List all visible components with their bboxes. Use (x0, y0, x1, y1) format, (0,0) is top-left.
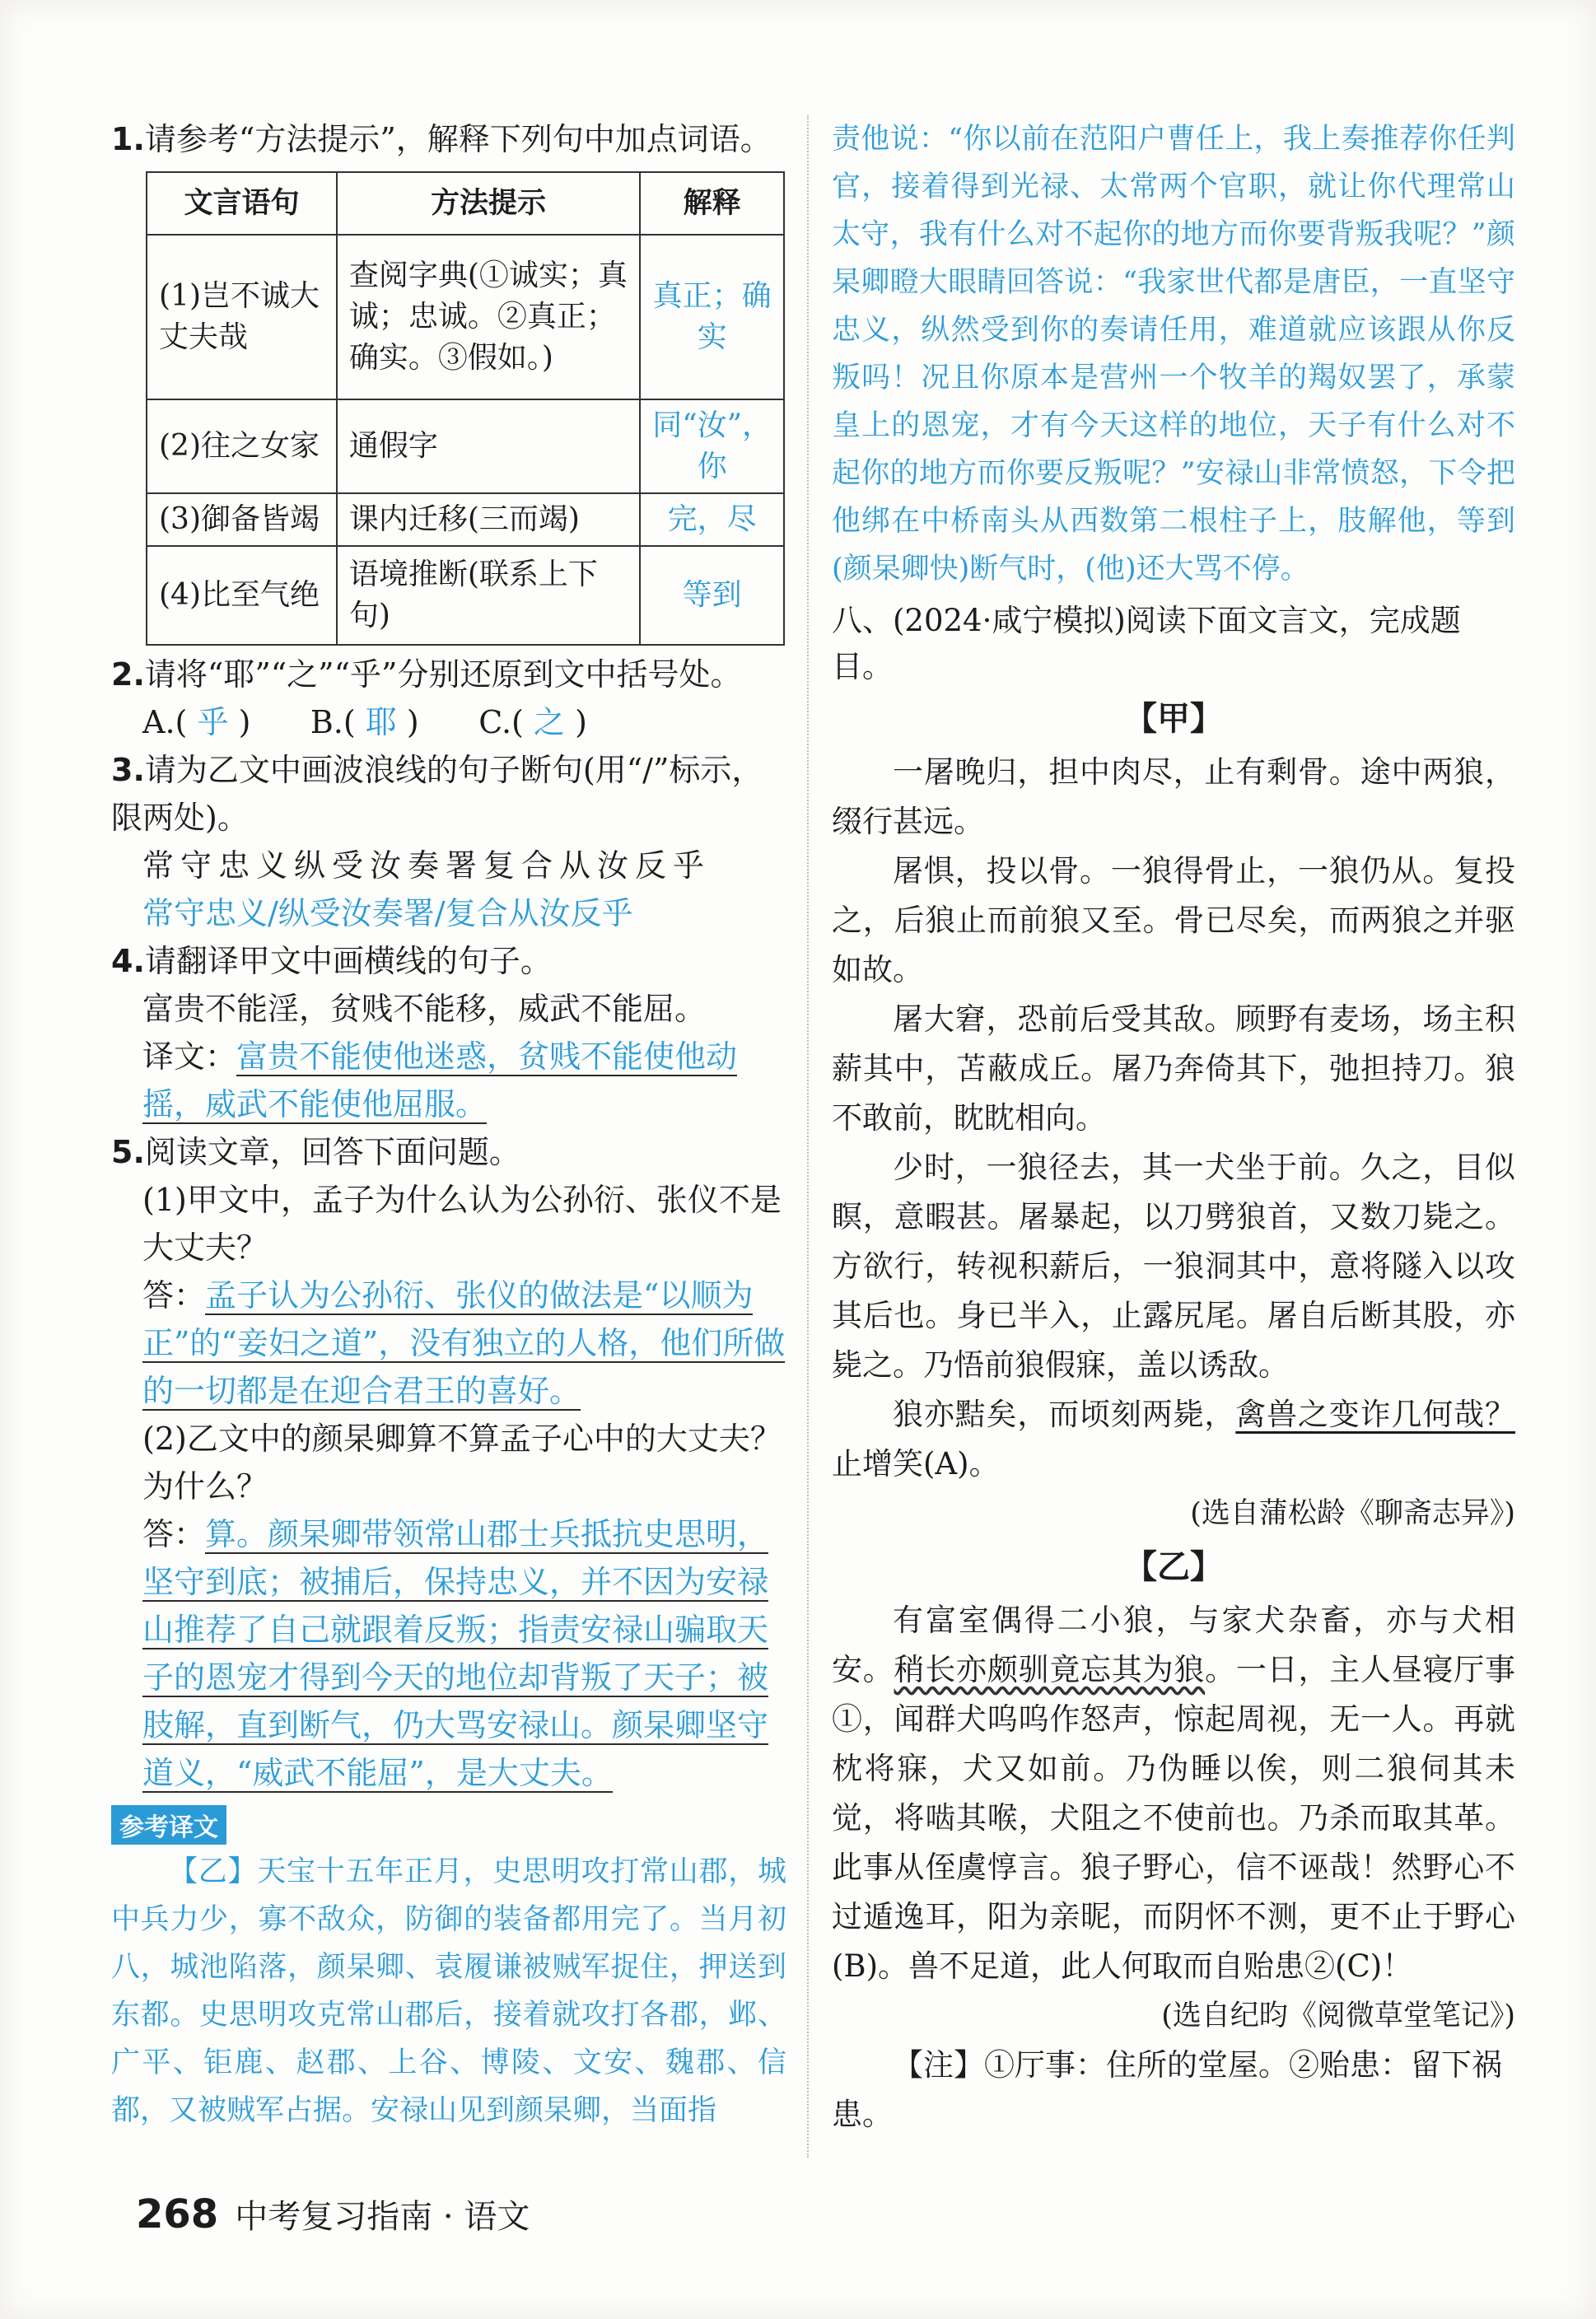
reference-translation-tag: 参考译文 (111, 1805, 226, 1845)
passage-a-paragraph: 一屠晚归，担中肉尽，止有剩骨。途中两狼，缀行甚远。 (832, 754, 1515, 839)
table-row: (1)岂不诚大丈夫哉 查阅字典(①诚实；真诚；忠诚。②真正；确实。③假如。) 真正；确实 (147, 235, 784, 399)
table-row: (3)御备皆竭 课内迁移(三而竭) 完，尽 (147, 493, 784, 546)
question-1: 1.请参考“方法提示”，解释下列句中加点词语。 (111, 121, 772, 157)
question-4-sentence: 富贵不能淫，贫贱不能移，威武不能屈。 (142, 991, 707, 1027)
passage-a-source: (选自蒲松龄《聊斋志异》) (1190, 1497, 1515, 1530)
passage-a-title: 【甲】 (1124, 700, 1223, 738)
question-2-answers: A.( 乎 ) B.( 耶 ) C.( 之 ) (142, 704, 587, 740)
book-title: 中考复习指南 · 语文 (235, 2198, 530, 2236)
wavy-underlined-sentence: 稍长亦颇驯竟忘其为狼 (894, 1652, 1206, 1687)
question-2: 2.请将“耶”“之”“乎”分别还原到文中括号处。 (111, 656, 742, 693)
question-5-answer1: 答：孟子认为公孙衍、张仪的做法是“以顺为正”的“妾妇之道”，没有独立的人格，他们所做的一切都是在迎合君王的喜好。 (142, 1277, 786, 1409)
method-table (146, 171, 785, 646)
underlined-sentence: 禽兽之变诈几何哉？ (1235, 1397, 1516, 1432)
page-number: 268 (136, 2191, 219, 2237)
passage-a-paragraph: 屠惧，投以骨。一狼得骨止，一狼仍从。复投之，后狼止而前狼又至。骨已尽矣，而两狼之并驱如故。 (832, 853, 1515, 987)
table-header-row: 文言语句 方法提示 解释 (147, 172, 784, 235)
notes: 【注】①厅事：住所的堂屋。②贻患：留下祸患。 (832, 2047, 1502, 2132)
question-4: 4.请翻译甲文中画横线的句子。 (111, 943, 552, 979)
question-4-answer: 译文：富贵不能使他迷惑，贫贱不能使他动摇，威武不能使他屈服。 (142, 1038, 738, 1122)
question-5-sub1: (1)甲文中，孟子为什么认为公孙衍、张仪不是大丈夫？ (142, 1182, 782, 1266)
table-row: (4)比至气绝 语境推断(联系上下句) 等到 (147, 546, 784, 645)
passage-b-source: (选自纪昀《阅微草堂笔记》) (1161, 1999, 1515, 2032)
passage-a-paragraph: 少时，一狼径去，其一犬坐于前。久之，目似瞑，意暇甚。屠暴起，以刀劈狼首，又数刀毙之。方欲行，转视积薪后，一狼洞其中，意将隧入以攻其后也。身已半入，止露尻尾。屠自后断其股，亦毙之。乃悟前狼假寐，盖以诱敌。 (832, 1150, 1515, 1383)
passage-a-paragraph: 狼亦黠矣，而顷刻两毙，禽兽之变诈几何哉？止增笑(A)。 (832, 1397, 1516, 1481)
right-column (832, 115, 1515, 2139)
question-3-sentence: 常守忠义纵受汝奏署复合从汝反乎 (142, 847, 712, 884)
section-8-heading: 八、(2024·咸宁模拟)阅读下面文言文，完成题目。 (832, 603, 1461, 684)
table-row: (2)往之女家 通假字 同“汝”，你 (147, 399, 784, 493)
question-5-answer2: 答：算。颜杲卿带领常山郡士兵抵抗史思明，坚守到底；被捕后，保持忠义，并不因为安禄山推荐了自己就跟着反叛；指责安禄山骗取天子的恩宠才得到今天的地位却背叛了天子；被肢解，直到断气，仍大骂安禄山。颜杲卿坚守道义，“威武不能屈”，是大丈夫。 (142, 1516, 769, 1791)
reference-translation-continued: 责他说：“你以前在范阳户曹任上，我上奏推荐你任判官，接着得到光禄、太常两个官职，就让你代理常山太守，我有什么对不起你的地方而你要背叛我呢？”颜杲卿瞪大眼睛回答说：“我家世代都是唐臣，一直坚守忠义，纵然受到你的奏请任用，难道就应该跟从你反叛吗！况且你原本是营州一个牧羊的羯奴罢了，承蒙皇上的恩宠，才有今天这样的地位，天子有什么对不起你的地方而你要反叛呢？”安禄山非常愤怒，下令把他绑在中桥南头从西数第二根柱子上，肢解他，等到(颜杲卿快)断气时，(他)还大骂不停。 (832, 123, 1515, 586)
question-5-sub2: (2)乙文中的颜杲卿算不算孟子心中的大丈夫？为什么？ (142, 1421, 782, 1505)
passage-b-title: 【乙】 (1124, 1548, 1223, 1586)
page-footer (136, 2191, 530, 2237)
left-column (111, 115, 786, 2135)
question-5: 5.阅读文章，回答下面问题。 (111, 1134, 520, 1170)
passage-a-paragraph: 屠大窘，恐前后受其敌。顾野有麦场，场主积薪其中，苫蔽成丘。屠乃奔倚其下，弛担持刀。狼不敢前，眈眈相向。 (832, 1001, 1515, 1136)
passage-b-paragraph: 有富室偶得二小狼，与家犬杂畜，亦与犬相安。稍长亦颇驯竟忘其为狼。一日，主人昼寝厅事①，闻群犬呜呜作怒声，惊起周视，无一人。再就枕将寐，犬又如前。乃伪睡以俟，则二狼伺其未觉，将啮其喉，犬阻之不使前也。乃杀而取其革。此事从侄虞惇言。狼子野心，信不诬哉！然野心不过遁逸耳，阳为亲昵，而阴怀不测，更不止于野心(B)。兽不足道，此人何取而自贻患②(C)！ (832, 1603, 1516, 1984)
reference-translation-text: 【乙】天宝十五年正月，史思明攻打常山郡，城中兵力少，寡不敌众，防御的装备都用完了。当月初八，城池陷落，颜杲卿、袁履谦被贼军捉住，押送到东都。史思明攻克常山郡后，接着就攻打各郡，邺、广平、钜鹿、赵郡、上谷、博陵、文安、魏郡、信都，又被贼军占据。安禄山见到颜杲卿，当面指 (111, 1855, 786, 2127)
column-divider (807, 115, 809, 2158)
question-3: 3.请为乙文中画波浪线的句子断句(用“/”标示，限两处)。 (111, 752, 763, 836)
question-3-answer: 常守忠义/纵受汝奏署/复合从汝反乎 (142, 895, 633, 931)
